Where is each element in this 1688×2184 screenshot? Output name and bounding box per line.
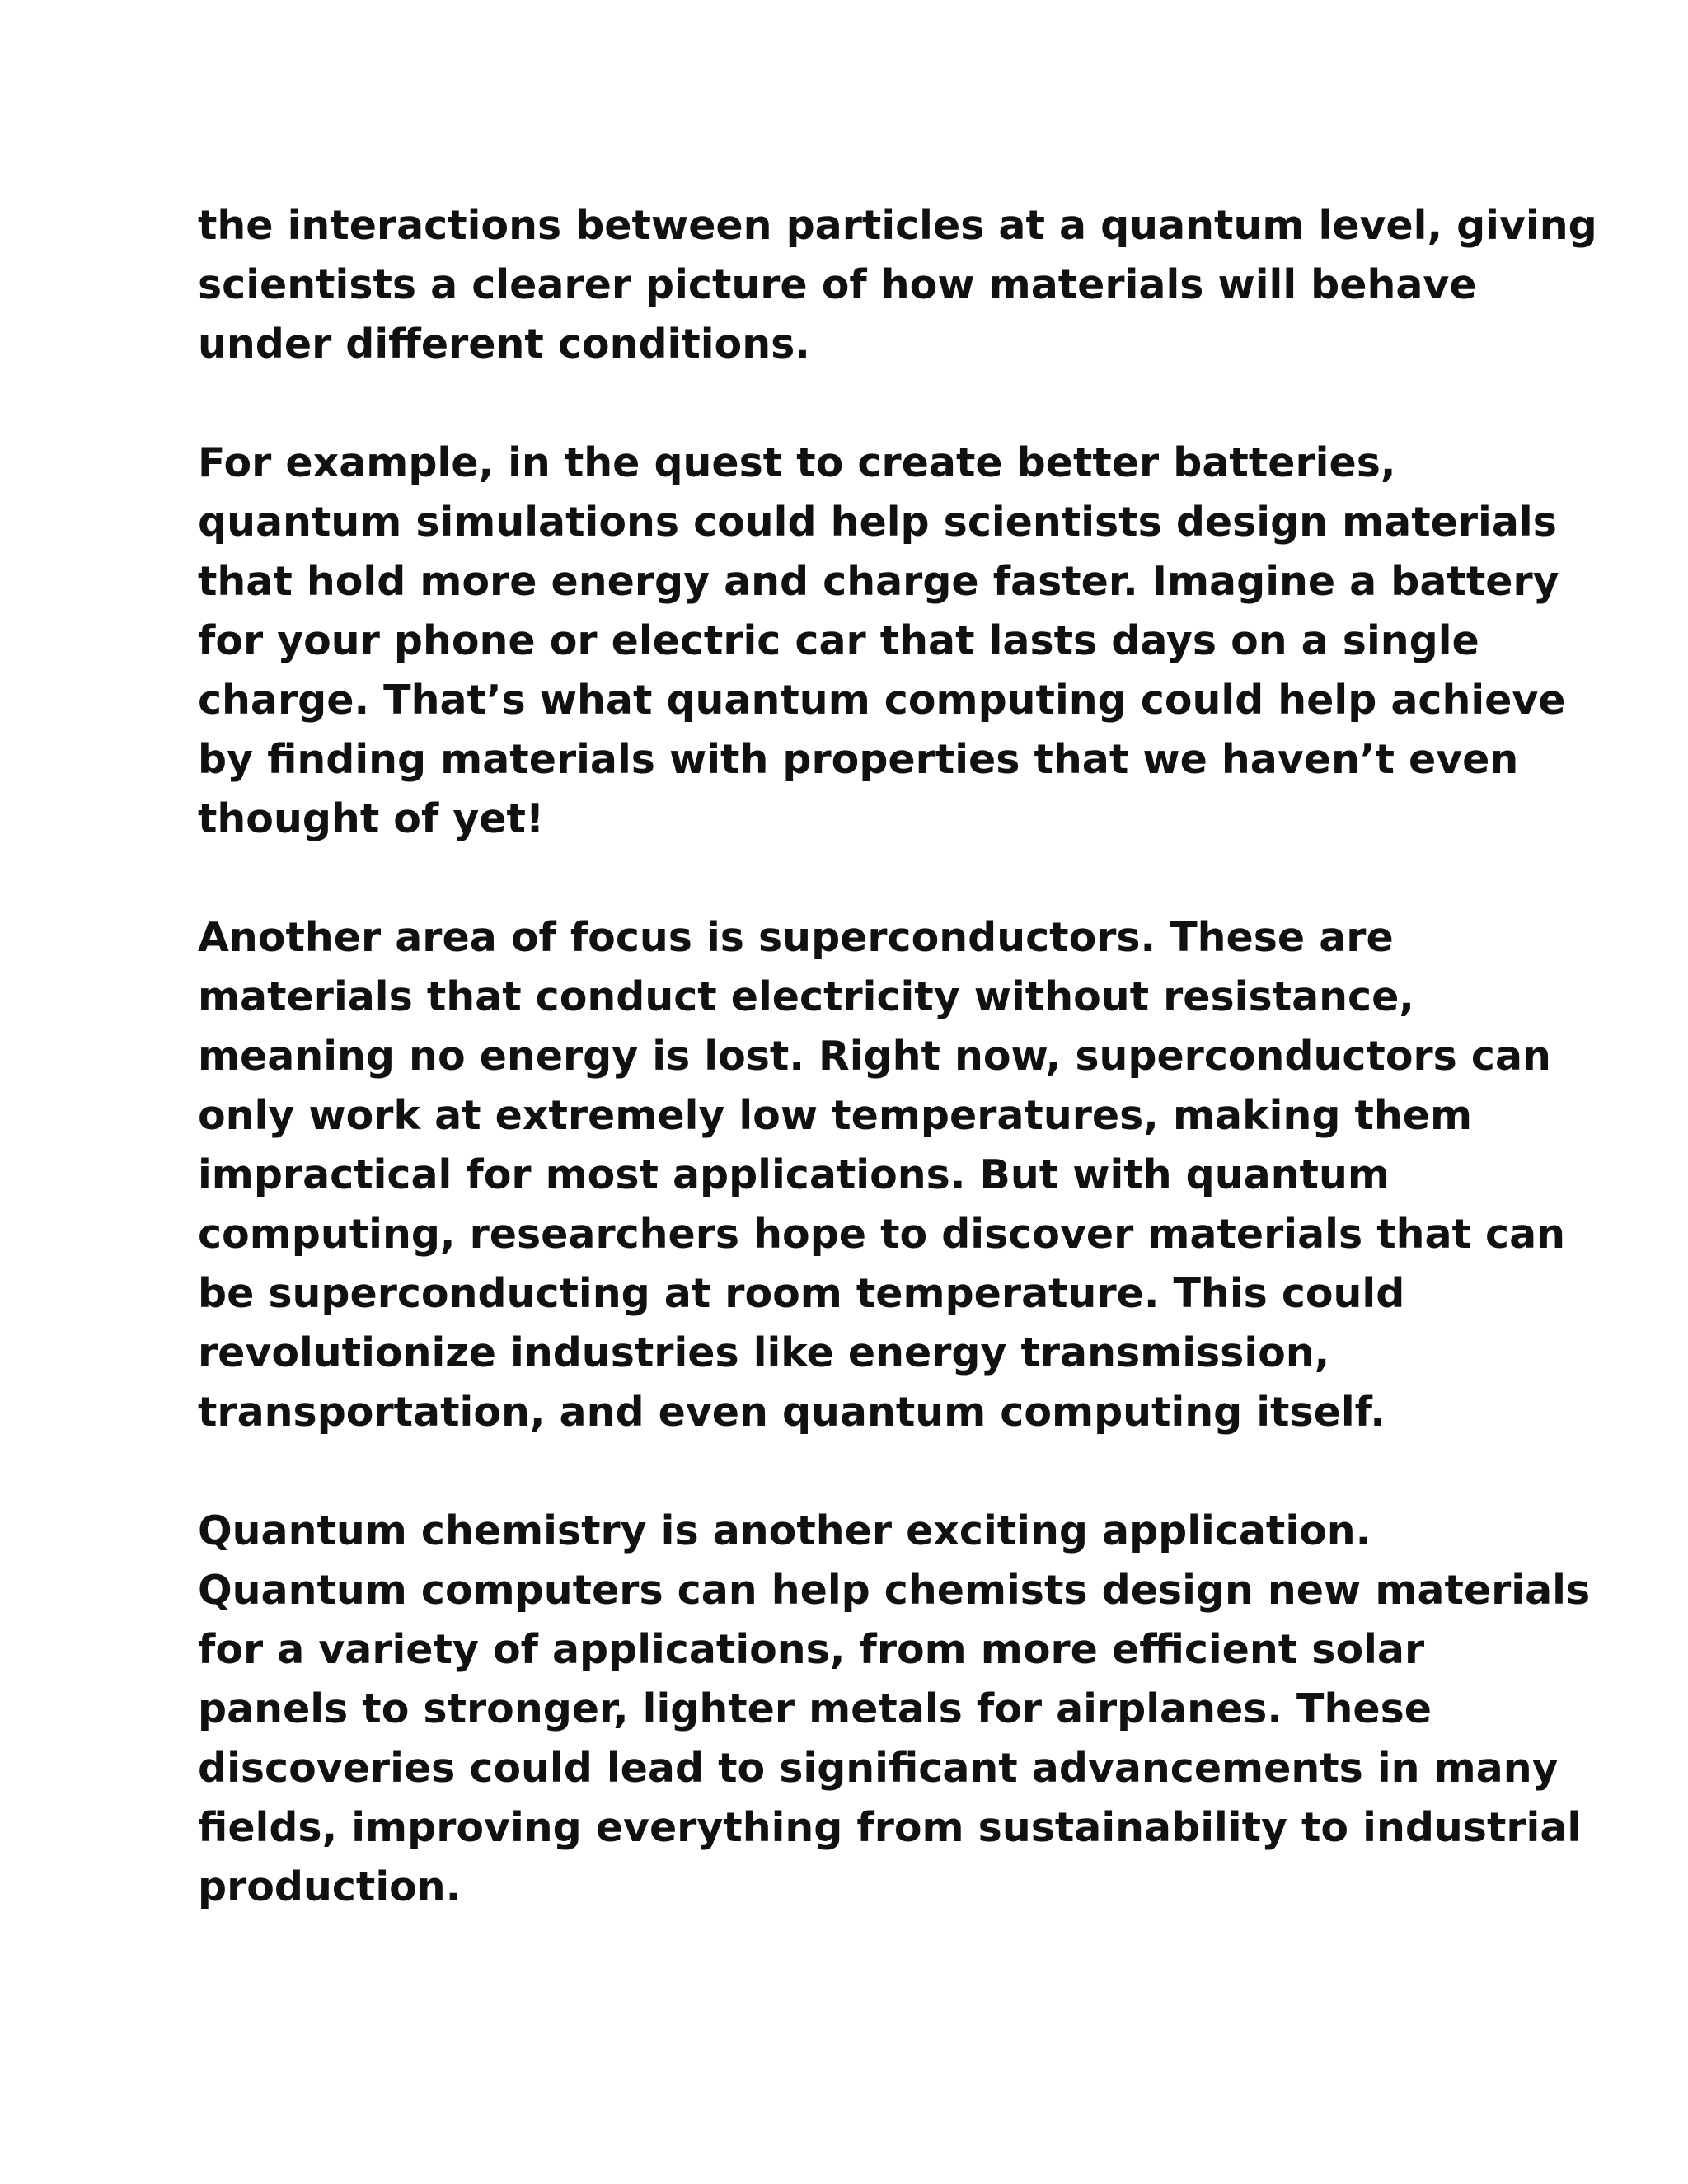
text-line: production. bbox=[198, 1863, 462, 1910]
text-line: quantum simulations could help scientists design materials bbox=[198, 499, 1557, 546]
text-line: by finding materials with properties that we haven’t even bbox=[198, 736, 1519, 783]
document-body bbox=[198, 196, 1597, 1917]
text-line: for a variety of applications, from more efficient solar bbox=[198, 1626, 1425, 1673]
text-line: impractical for most applications. But with quantum bbox=[198, 1151, 1390, 1198]
paragraph-quantum-interactions bbox=[198, 196, 1597, 374]
paragraph-superconductors bbox=[198, 908, 1566, 1442]
text-line: fields, improving everything from sustainability to industrial bbox=[198, 1804, 1582, 1851]
text-line: panels to stronger, lighter metals for airplanes. These bbox=[198, 1685, 1432, 1732]
text-line: Quantum chemistry is another exciting application. bbox=[198, 1507, 1372, 1554]
text-line: be superconducting at room temperature. This could bbox=[198, 1270, 1405, 1317]
text-line: Another area of focus is superconductors. These are bbox=[198, 914, 1394, 961]
text-line: computing, researchers hope to discover materials that can bbox=[198, 1211, 1566, 1258]
text-line: scientists a clearer picture of how materials will behave bbox=[198, 261, 1477, 308]
text-line: materials that conduct electricity without resistance, bbox=[198, 973, 1414, 1020]
text-line: the interactions between particles at a quantum level, giving bbox=[198, 202, 1597, 249]
paragraph-quantum-chemistry bbox=[198, 1502, 1591, 1917]
text-line: charge. That’s what quantum computing could help achieve bbox=[198, 677, 1566, 724]
text-line: transportation, and even quantum computing itself. bbox=[198, 1389, 1386, 1436]
text-line: meaning no energy is lost. Right now, superconductors can bbox=[198, 1033, 1551, 1080]
paragraph-batteries bbox=[198, 434, 1566, 849]
text-line: only work at extremely low temperatures, making them bbox=[198, 1092, 1473, 1139]
text-line: under different conditions. bbox=[198, 321, 810, 368]
text-line: that hold more energy and charge faster. Imagine a battery bbox=[198, 558, 1559, 605]
text-line: for your phone or electric car that lasts days on a single bbox=[198, 617, 1479, 664]
text-line: thought of yet! bbox=[198, 795, 545, 842]
text-line: Quantum computers can help chemists design new materials bbox=[198, 1567, 1591, 1614]
text-line: revolutionize industries like energy transmission, bbox=[198, 1329, 1330, 1376]
text-line: discoveries could lead to significant advancements in many bbox=[198, 1745, 1559, 1792]
text-line: For example, in the quest to create better batteries, bbox=[198, 439, 1396, 486]
